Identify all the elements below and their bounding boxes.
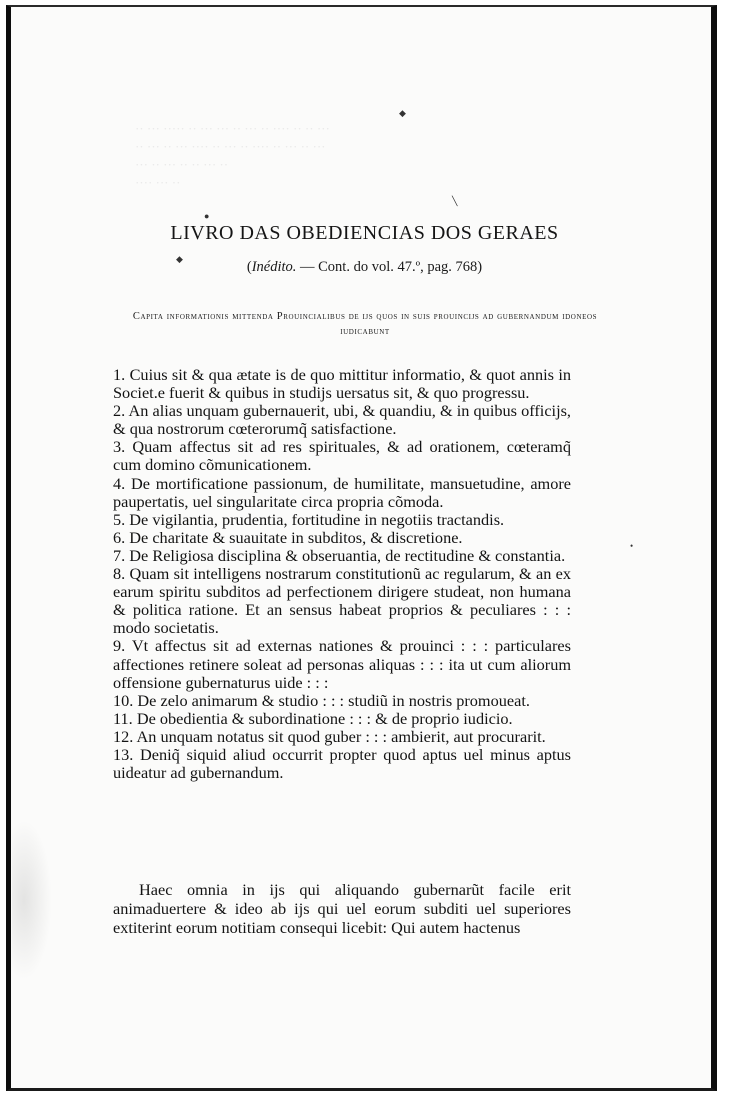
list-item: 8. Quam sit intelligens nostrarum constitutionũ ac regularum, & an ex earum spiritu subditos ad perfectionem dirigere studeat, non humana & politica ratione. Et an sensus habeat proprios & peculiares : : : modo societatis. (113, 564, 571, 638)
list-item: 2. An alias unquam gubernauerit, ubi, & quandiu, & in quibus officijs, & qua nostrorum cœterorumq̃ satisfactione. (113, 401, 571, 439)
list-item: 7. De Religiosa disciplina & obseruantia, de rectitudine & constantia. (113, 545, 566, 565)
ink-speck: ● (204, 211, 210, 221)
list-item: 13. Deniq̃ siquid aliud occurrit propter quod aptus uel minus aptus uideatur ad gubernandum. (113, 744, 571, 783)
list-item: 10. De zelo animarum & studio : : : studiũ in nostris promoueat. (113, 690, 530, 710)
list-item: 4. De mortificatione passionum, de humilitate, mansuetudine, amore paupertatis, uel singularitate circa propria cõmoda. (113, 473, 571, 511)
list-item: 9. Vt affectus sit ad externas nationes & prouinci : : : particulares affectiones retinere soleat ad personas aliquas : : : ita ut cum aliorum offensione gubernaturus uide : : : (113, 636, 571, 692)
page-title: LIVRO DAS OBEDIENCIAS DOS GERAES (170, 222, 559, 244)
list-item: 12. An unquam notatus sit quod guber : : : ambierit, aut procurarit. (113, 726, 546, 746)
ink-speck: ◆ (176, 254, 183, 264)
page-stain (12, 820, 52, 980)
items-list (113, 366, 571, 782)
list-item: 5. De vigilantia, prudentia, fortitudine in negotiis tractandis. (113, 509, 505, 529)
list-item: 11. De obedientia & subordinatione : : : & de proprio iudicio. (113, 708, 513, 728)
bleed-through: ··· ·· ·· ···· ·· ··· ·· ··· ··· ·· ····· ··· ·· ··· ·· ··· ·· ···· ·· ··· ·· ···· ··· ·· ··· ·· ·· ··· ·· ·· ··· ·· ··· ·· ··· ···· (135, 121, 330, 190)
closing-paragraph: Haec omnia in ijs qui aliquando gubernarũt facile erit animaduertere & ideo ab ijs qui uel eorum subditi uel superiores extiterint eorum notitiam consequi licebit: Qui autem hactenus (113, 880, 571, 937)
subtitle (0, 259, 729, 276)
subtitle-italic: Inédito. (251, 259, 297, 275)
subtitle-rest: — Cont. do vol. 47.º, pag. 768) (300, 259, 483, 275)
ink-speck: ◆ (399, 108, 406, 118)
ink-speck: • (630, 541, 634, 551)
ink-speck: ╲ (452, 196, 458, 206)
list-item: 6. De charitate & suauitate in subditos, & discretione. (113, 527, 463, 547)
list-item: 1. Cuius sit & qua ætate is de quo mittitur informatio, & quot annis in Societ.e fuerit & quibus in studijs uersatus sit, & quo progressu. (113, 365, 571, 403)
subtitle-open-paren: ( (246, 259, 252, 275)
list-item: 3. Quam affectus sit ad res spirituales, & ad orationem, cœteramq̃ cum domino cõmunicationem. (113, 437, 571, 475)
capita-heading: Capita informationis mittenda Prouincialibus de ijs quos in suis prouincijs ad gubernandum idoneos iudicabunt (132, 311, 598, 337)
